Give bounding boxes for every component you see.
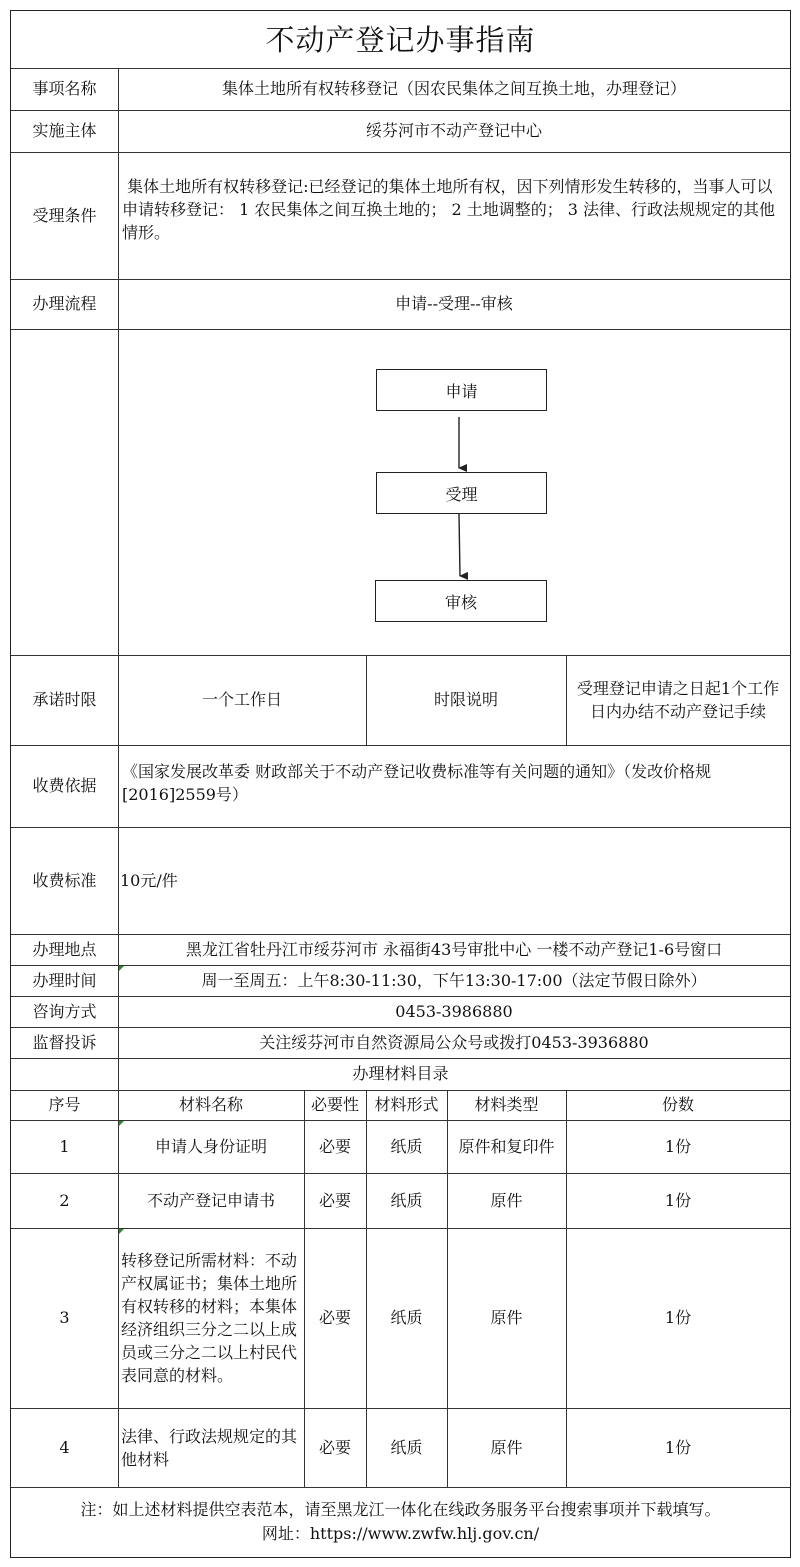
table-row [11,1173,790,1228]
row-no: 2 [59,1190,70,1210]
row-need: 必要 [318,1190,351,1210]
row-type: 原件和复印件 [458,1136,555,1156]
row-type: 原件 [490,1190,523,1210]
table-row [11,1228,790,1408]
col-header-name: 材料名称 [178,1095,243,1114]
col-header-need: 必要性 [310,1095,359,1114]
footer-note: 注：如上述材料提供空表范本，请至黑龙江一体化在线政务服务平台搜索事项并下载填写。 [80,1500,721,1519]
item-name-value: 集体土地所有权转移登记（因农民集体之间互换土地，办理登记） [221,79,686,98]
time-limit-label: 承诺时限 [32,690,97,709]
subject-value: 绥芬河市不动产登记中心 [365,121,542,140]
row-form: 纸质 [390,1308,423,1327]
hours-value: 周一至周五：上午8:30-11:30，下午13:30-17:00（法定节假日除外） [201,970,707,990]
row-no: 4 [59,1437,70,1457]
row-name: 法律、行政法规规定的其他材料 [121,1426,298,1469]
row-count: 1份 [664,1136,692,1156]
row-need: 必要 [318,1308,351,1327]
col-header-count: 份数 [661,1095,694,1114]
table-row [11,1120,790,1173]
row-need: 必要 [318,1136,351,1156]
flow-step-accept: 受理 [376,472,547,514]
fee-basis-value: 《国家发展改革委 财政部关于不动产登记收费标准等有关问题的通知》（发改价格规[2016]2559号） [122,762,712,804]
conditions-value: 集体土地所有权转移登记:已经登记的集体土地所有权，因下列情形发生转移的，当事人可以申请转移登记： 1 农民集体之间互换土地的； 2 土地调整的； 3 法律、行政法规规定的其他情形。 [122,177,776,242]
row-form: 纸质 [390,1136,423,1156]
flowchart [118,329,790,655]
time-note-value: 受理登记申请之日起1个工作日内办结不动产登记手续 [576,679,780,721]
table-row [11,1408,790,1487]
location-label: 办理地点 [32,939,97,959]
consult-label: 咨询方式 [32,1001,97,1021]
guide-document [10,10,791,1558]
row-type: 原件 [490,1308,523,1327]
fee-basis-label: 收费依据 [32,776,97,795]
row-no: 1 [59,1136,70,1156]
row-count: 1份 [664,1437,692,1457]
flow-arrows [118,329,790,655]
item-name-label: 事项名称 [32,79,97,98]
hours-label: 办理时间 [32,970,97,990]
col-header-no: 序号 [48,1095,81,1114]
row-name: 转移登记所需材料：不动产权属证书；集体土地所有权转移的材料；本集体经济组织三分之二以上成员或三分之二以上村民代表同意的材料。 [121,1251,298,1385]
location-value: 黑龙江省牡丹江市绥芬河市 永福街43号审批中心 一楼不动产登记1-6号窗口 [185,939,723,959]
subject-label: 实施主体 [32,121,97,140]
row-form: 纸质 [390,1437,423,1457]
process-value: 申请--受理--审核 [395,294,513,313]
footer-url: 网址：https://www.zwfw.hlj.gov.cn/ [261,1524,540,1543]
time-limit-value: 一个工作日 [201,690,282,709]
row-count: 1份 [664,1190,692,1210]
row-need: 必要 [318,1437,351,1457]
flow-step-review: 审核 [375,580,547,622]
row-form: 纸质 [390,1190,423,1210]
col-header-form: 材料形式 [374,1095,439,1114]
conditions-label: 受理条件 [32,205,97,225]
fee-standard-label: 收费标准 [32,870,97,890]
row-name: 不动产登记申请书 [146,1190,275,1210]
fee-standard-value: 10元/件 [120,870,178,890]
footer-note-block [11,1487,790,1557]
materials-heading: 办理材料目录 [352,1064,449,1083]
col-header-type: 材料类型 [474,1095,539,1114]
time-note-label: 时限说明 [433,690,498,709]
supervise-label: 监督投诉 [32,1032,97,1052]
page-title: 不动产登记办事指南 [265,22,536,57]
consult-value: 0453-3986880 [395,1001,513,1021]
row-type: 原件 [490,1437,523,1457]
process-label: 办理流程 [32,294,97,313]
supervise-value: 关注绥芬河市自然资源局公众号或拨打0453-3936880 [259,1032,649,1052]
flow-step-apply: 申请 [376,369,547,411]
row-name: 申请人身份证明 [154,1136,267,1156]
row-no: 3 [59,1308,70,1327]
flow-arrow-2 [459,514,460,576]
row-count: 1份 [664,1308,692,1327]
